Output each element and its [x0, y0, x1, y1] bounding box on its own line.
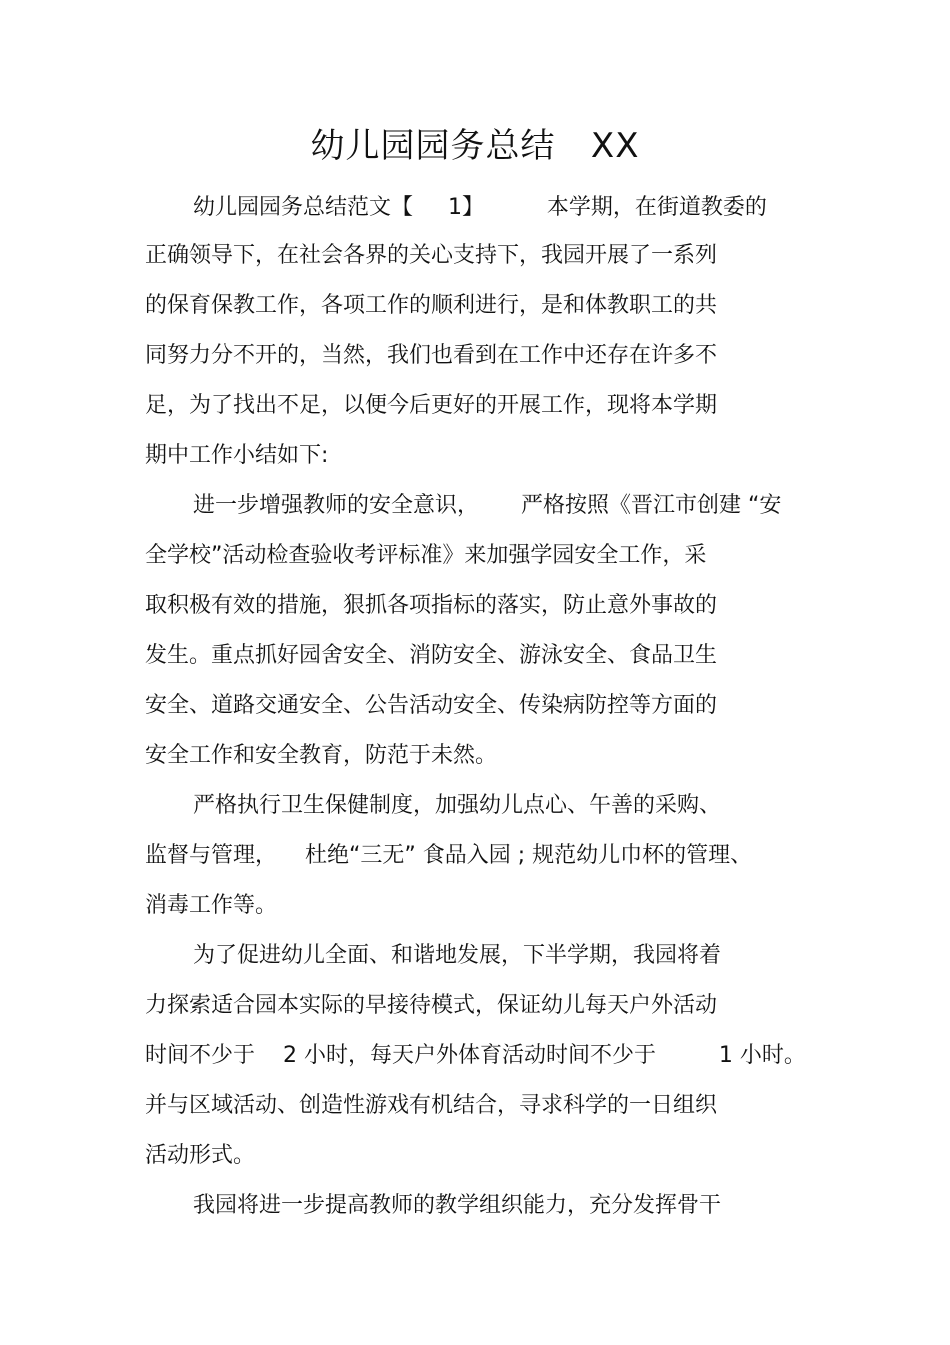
paragraph-line: 正确领导下，在社会各界的关心支持下，我园开展了一系列	[145, 243, 718, 268]
paragraph-line: 严格执行卫生保健制度，加强幼儿点心、午善的采购、	[193, 793, 722, 818]
paragraph-line: 活动形式。	[145, 1143, 256, 1168]
paragraph-line: 消毒工作等。	[145, 893, 278, 918]
paragraph-line: 的保育保教工作，各项工作的顺利进行，是和体教职工的共	[145, 293, 718, 318]
paragraph-line: 发生。重点抓好园舍安全、消防安全、游泳安全、食品卫生	[145, 643, 718, 668]
paragraph-line: 安全、道路交通安全、公告活动安全、传染病防控等方面的	[145, 693, 718, 718]
paragraph-line: 我园将进一步提高教师的教学组织能力，充分发挥骨干	[193, 1193, 722, 1218]
paragraph-line: 进一步增强教师的安全意识， 严格按照《晋江市创建 “安	[193, 493, 782, 518]
paragraph-line: 全学校”活动检查验收考评标准》来加强学园安全工作，采	[145, 543, 707, 568]
paragraph-line: 安全工作和安全教育，防范于未然。	[145, 743, 498, 768]
paragraph-line: 并与区域活动、创造性游戏有机结合，寻求科学的一日组织	[145, 1093, 718, 1118]
paragraph-line: 监督与管理， 杜绝“三无” 食品入园 ; 规范幼儿巾杯的管理、	[145, 843, 753, 868]
paragraph-line: 力探索适合园本实际的早接待模式，保证幼儿每天户外活动	[145, 993, 718, 1018]
document-title: 幼儿园园务总结 XX	[310, 126, 640, 166]
paragraph-line: 时间不少于 2 小时，每天户外体育活动时间不少于 1 小时。	[145, 1043, 806, 1068]
paragraph-line: 幼儿园园务总结范文【 1】 本学期，在街道教委的	[193, 195, 767, 220]
paragraph-line: 足，为了找出不足，以便今后更好的开展工作，现将本学期	[145, 393, 718, 418]
paragraph-line: 期中工作小结如下:	[145, 443, 329, 468]
paragraph-line: 取积极有效的措施，狠抓各项指标的落实，防止意外事故的	[145, 593, 718, 618]
paragraph-line: 同努力分不开的，当然，我们也看到在工作中还存在许多不	[145, 343, 718, 368]
paragraph-line: 为了促进幼儿全面、和谐地发展，下半学期，我园将着	[193, 943, 722, 968]
